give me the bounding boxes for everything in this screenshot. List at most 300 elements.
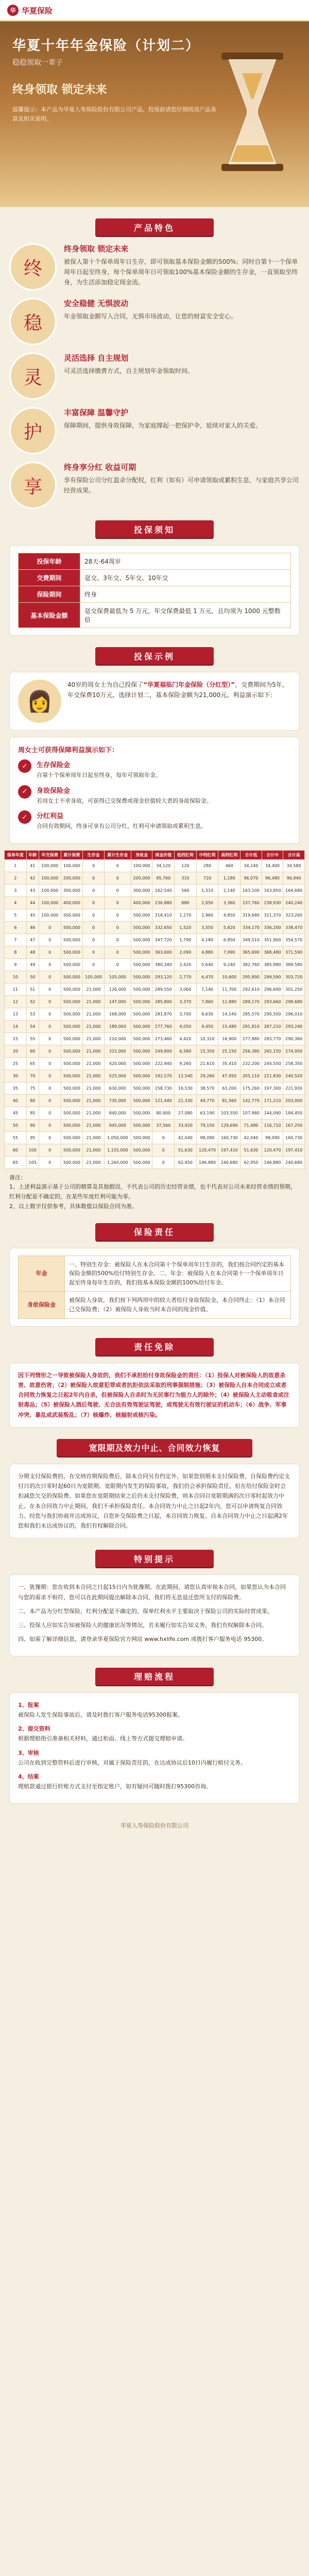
table-cell: 6,580 <box>175 1045 197 1057</box>
table-cell: 500,000 <box>61 921 83 934</box>
table-cell: 265,150 <box>262 1045 283 1057</box>
table-row <box>5 1119 305 1131</box>
table-cell: 120,470 <box>196 1144 218 1156</box>
table-cell: 0 <box>83 859 105 872</box>
rules-value: 趸交、3年交、5年交、10年交 <box>80 570 291 586</box>
check-icon: ✓ <box>18 810 31 824</box>
table-cell: 100,000 <box>39 884 61 896</box>
table-cell: 21,000 <box>83 1144 105 1156</box>
feature-title: 灵活选择 自主规划 <box>64 353 129 363</box>
table-cell: 46 <box>26 921 39 934</box>
table-cell: 300,000 <box>61 884 83 896</box>
feature-icon: 享 <box>9 462 57 509</box>
table-cell: 158,730 <box>152 1082 175 1094</box>
table-cell: 5,640 <box>196 958 218 971</box>
table-row <box>5 896 305 909</box>
table-cell: 500,000 <box>61 983 83 995</box>
table-cell: 303,720 <box>283 971 305 983</box>
table-cell: 3 <box>5 884 27 896</box>
table-cell: 500,000 <box>61 1008 83 1020</box>
table-cell: 4,050 <box>175 1020 197 1032</box>
table-cell: 385,980 <box>262 958 283 971</box>
claim-step-text: 理赔款通过银行转账方式支付至指定账户，如有疑问可随时拨打95300咨询。 <box>18 1783 212 1790</box>
table-cell: 100,000 <box>39 896 61 909</box>
table-cell: 14,140 <box>218 1008 241 1020</box>
table-cell: 12,540 <box>175 1070 197 1082</box>
rules-value: 趸交保费最低为 5 万元，年交保费最低 1 万元，且均须为 1000 元整数倍 <box>80 603 291 628</box>
table-cell: 720 <box>196 872 218 884</box>
table-cell: 163,100 <box>241 884 262 896</box>
table-cell: 81,560 <box>218 1094 241 1107</box>
table-cell: 42 <box>26 872 39 884</box>
table-header-cell: 合计低 <box>241 850 262 859</box>
table-cell: 7,990 <box>218 946 241 958</box>
table-cell: 203,000 <box>283 1094 305 1107</box>
table-cell: 0 <box>39 1045 61 1057</box>
table-cell: 222,940 <box>152 1057 175 1070</box>
table-cell: 3,360 <box>218 896 241 909</box>
table-cell: 9,450 <box>196 1020 218 1032</box>
table-cell: 9,260 <box>175 1057 197 1070</box>
table-cell: 2,050 <box>196 896 218 909</box>
table-cell: 389,580 <box>283 958 305 971</box>
table-cell: 380,340 <box>152 958 175 971</box>
table-cell: 51,630 <box>241 1144 262 1156</box>
table-cell: 175,260 <box>241 1082 262 1094</box>
table-cell: 121,440 <box>152 1094 175 1107</box>
table-cell: 2,420 <box>175 958 197 971</box>
table-row <box>5 1094 305 1107</box>
table-cell: 371,590 <box>283 946 305 958</box>
table-cell: 258,350 <box>283 1057 305 1070</box>
section-title-claims: 理赔流程 <box>95 1668 214 1685</box>
table-cell: 49,770 <box>196 1094 218 1107</box>
table-cell: 164,680 <box>283 884 305 896</box>
table-cell: 98,090 <box>196 1131 218 1144</box>
table-cell: 29,260 <box>196 1070 218 1082</box>
table-cell: 5 <box>5 909 27 921</box>
table-cell: 51,630 <box>175 1144 197 1156</box>
table-cell: 160,730 <box>283 1131 305 1144</box>
section-title-exclude: 责任免除 <box>95 1338 214 1355</box>
feature-item <box>9 243 300 291</box>
table-cell: 0 <box>104 884 131 896</box>
table-row <box>5 1107 305 1119</box>
feature-body <box>64 298 237 322</box>
table-cell: 116,710 <box>262 1119 283 1131</box>
table-cell: 11 <box>5 983 27 995</box>
table-cell: 500,000 <box>61 1082 83 1094</box>
table-cell: 630,000 <box>104 1082 131 1094</box>
table-cell: 273,460 <box>152 1032 175 1045</box>
table-cell: 142,770 <box>241 1094 262 1107</box>
table-cell: 277,880 <box>241 1032 262 1045</box>
table-cell: 105 <box>26 1156 39 1168</box>
table-cell: 240,680 <box>283 1156 305 1168</box>
table-cell: 244,550 <box>262 1057 283 1070</box>
feature-body <box>64 243 300 287</box>
table-cell: 8 <box>5 946 27 958</box>
table-cell: 171,210 <box>262 1094 283 1107</box>
table-cell: 0 <box>83 934 105 946</box>
table-cell: 34,580 <box>283 859 305 872</box>
table-cell: 184,450 <box>283 1107 305 1119</box>
table-cell: 107,980 <box>241 1107 262 1119</box>
table-cell: 100,000 <box>39 859 61 872</box>
table-cell: 1,155,000 <box>104 1144 131 1156</box>
table-row <box>5 884 305 896</box>
table-cell: 500,000 <box>61 971 83 983</box>
table-cell: 500,000 <box>131 946 152 958</box>
table-cell: 500,000 <box>131 1032 152 1045</box>
hero-title: 华夏十年年金保险（计划二） <box>12 38 200 54</box>
table-cell: 365,690 <box>241 946 262 958</box>
table-cell: 9 <box>5 958 27 971</box>
table-cell: 347,720 <box>152 934 175 946</box>
table-cell: 500,000 <box>131 1131 152 1144</box>
table-cell: 96,940 <box>283 872 305 884</box>
rules-value: 终身 <box>80 586 291 603</box>
table-cell: 319,680 <box>241 909 262 921</box>
table-cell: 100,000 <box>131 859 152 872</box>
table-cell: 48 <box>26 946 39 958</box>
table-cell: 945,000 <box>104 1119 131 1131</box>
table-cell: 0 <box>104 859 131 872</box>
table-cell: 292,610 <box>241 983 262 995</box>
hourglass-icon <box>216 53 288 171</box>
table-cell: 10,600 <box>218 971 241 983</box>
rules-table <box>18 553 291 628</box>
table-cell: 500,000 <box>61 909 83 921</box>
example-text-a: 40岁的周女士为自己投保了 <box>67 681 144 688</box>
claim-step-text: 被保险人发生保险事故后，请及时拨打客户服务电话95300报案。 <box>18 1711 183 1718</box>
table-cell: 1,310 <box>196 884 218 896</box>
benefit-title: 身故保险金 <box>37 787 71 795</box>
benefit-item <box>18 759 291 780</box>
table-cell: 9,240 <box>218 958 241 971</box>
table-cell: 21,000 <box>83 1082 105 1094</box>
table-cell: 354,570 <box>283 934 305 946</box>
claim-step-title: 3、审核 <box>18 1749 39 1756</box>
table-row <box>5 872 305 884</box>
table-cell: 21,330 <box>175 1094 197 1107</box>
table-cell: 52 <box>26 995 39 1008</box>
table-cell: 2,770 <box>175 971 197 983</box>
table-cell: 53 <box>26 1008 39 1020</box>
guard-value: 被保险人身故，我们按下列两项中的较大者给付身故保险金，本合同终止：（1）本合同已交保险费；（2）被保险人身故当时本合同的现金价值。 <box>65 1292 291 1318</box>
table-cell: 15 <box>5 1032 27 1045</box>
table-cell: 500,000 <box>131 921 152 934</box>
example-card <box>9 672 300 731</box>
section-title-hesitate: 宽限期及效力中止、合同效力恢复 <box>57 1439 252 1456</box>
table-cell: 0 <box>39 1008 61 1020</box>
table-cell: 237,760 <box>241 896 262 909</box>
benefits-list <box>18 759 291 831</box>
table-cell: 30 <box>5 1070 27 1082</box>
table-cell: 332,650 <box>152 921 175 934</box>
table-row <box>5 958 305 971</box>
table-cell: 0 <box>39 1070 61 1082</box>
table-cell: 318,410 <box>152 909 175 921</box>
table-cell: 1 <box>5 859 27 872</box>
table-row <box>5 1020 305 1032</box>
table-cell: 21,000 <box>83 1070 105 1082</box>
guard-table <box>18 1256 291 1319</box>
table-cell: 274,950 <box>283 1045 305 1057</box>
demo-table-wrap <box>4 850 305 1169</box>
table-cell: 21,000 <box>83 1131 105 1144</box>
tip-item: 四、如需了解详细信息，请登录华夏保险官方网站 www.hxlife.com 或拨打客户服务电话 95300。 <box>18 1636 268 1643</box>
rules-key: 基本保险金额 <box>19 603 80 628</box>
table-cell: 21,000 <box>83 1094 105 1107</box>
table-cell: 0 <box>39 1107 61 1119</box>
table-row <box>5 934 305 946</box>
table-cell: 21,000 <box>83 1057 105 1070</box>
table-cell: 16,900 <box>218 1032 241 1045</box>
table-cell: 351,900 <box>262 934 283 946</box>
table-header-cell: 年交保费 <box>39 850 61 859</box>
table-cell: 0 <box>39 1094 61 1107</box>
exclude-card <box>9 1363 300 1428</box>
table-cell: 7,140 <box>196 983 218 995</box>
table-cell: 1,050,000 <box>104 1131 131 1144</box>
table-cell: 256,380 <box>241 1045 262 1057</box>
claim-step <box>18 1772 291 1792</box>
table-cell: 500,000 <box>131 1156 152 1168</box>
check-icon: ✓ <box>18 785 31 799</box>
brand-logo[interactable] <box>7 5 53 16</box>
table-cell: 293,120 <box>152 971 175 983</box>
feature-icon: 终 <box>9 243 57 291</box>
feature-body <box>64 407 262 431</box>
table-cell: 25,150 <box>218 1045 241 1057</box>
table-cell: 98,090 <box>262 1131 283 1144</box>
table-row <box>5 1070 305 1082</box>
table-cell: 0 <box>39 1032 61 1045</box>
footer: 华夏人寿保险股份有限公司 <box>121 1822 188 1829</box>
table-cell: 65 <box>26 1057 39 1070</box>
table-cell: 10,310 <box>196 1032 218 1045</box>
rules-row <box>19 553 291 570</box>
table-cell: 500,000 <box>131 958 152 971</box>
table-cell: 0 <box>39 1082 61 1094</box>
table-cell: 21,000 <box>83 1045 105 1057</box>
table-cell: 120 <box>175 859 197 872</box>
rules-value: 28天-64周岁 <box>80 553 291 570</box>
table-cell: 500,000 <box>61 1094 83 1107</box>
table-cell: 0 <box>39 921 61 934</box>
table-cell: 100 <box>26 1144 39 1156</box>
table-cell: 249,800 <box>152 1045 175 1057</box>
table-cell: 6 <box>5 921 27 934</box>
table-cell: 0 <box>152 1144 175 1156</box>
table-cell: 0 <box>39 1057 61 1070</box>
table-header-cell: 保单年度 <box>5 850 27 859</box>
table-cell: 105,000 <box>83 971 105 983</box>
rules-key: 交费期间 <box>19 570 80 586</box>
feature-item <box>9 298 300 345</box>
table-cell: 70 <box>26 1070 39 1082</box>
table-cell: 192,570 <box>152 1070 175 1082</box>
table-cell: 80 <box>26 1094 39 1107</box>
table-cell: 7 <box>5 934 27 946</box>
table-cell: 197,300 <box>262 1082 283 1094</box>
table-cell: 560 <box>175 884 197 896</box>
benefits-card <box>9 737 300 844</box>
table-cell: 63,190 <box>196 1107 218 1119</box>
table-cell: 500,000 <box>131 1020 152 1032</box>
table-cell: 0 <box>39 934 61 946</box>
table-cell: 0 <box>39 1131 61 1144</box>
remarks <box>9 1173 300 1212</box>
table-cell: 3,550 <box>196 921 218 934</box>
claim-step-title: 1、报案 <box>18 1701 39 1708</box>
table-cell: 363,600 <box>152 946 175 958</box>
claim-step-text: 公司在收到完整资料后进行审核，对属于保险责任的，在达成协议后10日内履行赔付义务。 <box>18 1759 246 1766</box>
table-cell: 500,000 <box>131 934 152 946</box>
table-cell: 500,000 <box>131 995 152 1008</box>
claim-step <box>18 1748 291 1768</box>
table-header-cell: 高档红利 <box>218 850 241 859</box>
benefit-text: 自第十个保单周年日起至终身，每年可领取年金。 <box>37 772 161 778</box>
table-cell: 6,470 <box>196 971 218 983</box>
table-cell: 500,000 <box>61 1057 83 1070</box>
table-cell: 126,000 <box>104 983 131 995</box>
feature-icon: 灵 <box>9 352 57 400</box>
top-bar <box>0 0 309 22</box>
feature-item <box>9 462 300 509</box>
table-row <box>5 1032 305 1045</box>
example-text <box>67 680 291 701</box>
guard-card <box>9 1248 300 1327</box>
table-cell: 16,530 <box>175 1082 197 1094</box>
table-cell: 238,930 <box>262 896 283 909</box>
table-cell: 281,810 <box>241 1020 262 1032</box>
table-cell: 310 <box>175 872 197 884</box>
table-cell: 44 <box>26 896 39 909</box>
table-cell: 295,890 <box>241 971 262 983</box>
benefit-title: 生存保险金 <box>37 761 71 769</box>
table-cell: 420,000 <box>104 1057 131 1070</box>
table-row <box>5 971 305 983</box>
table-row <box>5 1156 305 1168</box>
table-cell: 5,820 <box>218 921 241 934</box>
table-row <box>5 946 305 958</box>
rules-row <box>19 603 291 628</box>
feature-text: 年金领取金额写入合同，无惧市场波动，让您的财富安全安心。 <box>64 313 237 320</box>
table-cell: 285,570 <box>241 1008 262 1020</box>
table-cell: 35 <box>5 1082 27 1094</box>
table-cell: 283,770 <box>262 1032 283 1045</box>
feature-text: 可灵活选择缴费方式，自主规划年金领取时间。 <box>64 367 194 375</box>
table-cell: 55 <box>26 1032 39 1045</box>
feature-body <box>64 352 194 377</box>
check-icon: ✓ <box>18 759 31 773</box>
table-cell: 35,410 <box>218 1057 241 1070</box>
table-cell: 500,000 <box>131 971 152 983</box>
section-title-features: 产品特色 <box>95 218 214 236</box>
section-title-example: 投保示例 <box>95 647 214 665</box>
table-cell: 500,000 <box>61 1131 83 1144</box>
table-cell: 34,400 <box>262 859 283 872</box>
table-cell: 880 <box>175 896 197 909</box>
table-cell: 500,000 <box>61 1107 83 1119</box>
table-cell: 38,570 <box>196 1082 218 1094</box>
table-cell: 0 <box>83 921 105 934</box>
table-cell: 95,760 <box>152 872 175 884</box>
table-cell: 368,480 <box>262 946 283 958</box>
table-row <box>5 921 305 934</box>
table-cell: 290,360 <box>283 1032 305 1045</box>
table-cell: 42,040 <box>175 1131 197 1144</box>
table-cell: 162,540 <box>152 884 175 896</box>
table-cell: 277,760 <box>152 1020 175 1032</box>
guard-row <box>19 1256 291 1292</box>
table-cell: 2,090 <box>175 946 197 958</box>
table-cell: 0 <box>83 896 105 909</box>
table-cell: 500,000 <box>61 1032 83 1045</box>
claim-step-text: 根据理赔指引准备相关材料，通过柜面、线上等方式提交理赔申请。 <box>18 1735 188 1742</box>
table-cell: 51 <box>26 983 39 995</box>
feature-title: 安全稳健 无惧波动 <box>64 299 129 308</box>
benefit-body <box>37 785 212 806</box>
table-cell: 14 <box>5 1020 27 1032</box>
table-cell: 8,630 <box>196 1008 218 1020</box>
table-cell: 0 <box>104 958 131 971</box>
table-cell: 12 <box>5 995 27 1008</box>
table-cell: 500,000 <box>131 1057 152 1070</box>
benefit-body <box>37 759 161 780</box>
table-cell: 500,000 <box>131 1070 152 1082</box>
table-cell: 200,000 <box>131 872 152 884</box>
hero-banner <box>0 22 309 207</box>
table-cell: 25 <box>5 1057 27 1070</box>
feature-icon: 稳 <box>9 298 57 345</box>
table-cell: 336,200 <box>262 921 283 934</box>
feature-icon: 护 <box>9 407 57 454</box>
table-row <box>5 1144 305 1156</box>
table-header-cell: 累计保费 <box>61 850 83 859</box>
table-cell: 289,170 <box>241 995 262 1008</box>
table-row <box>5 995 305 1008</box>
claims-card <box>9 1692 300 1804</box>
table-cell: 236,880 <box>152 896 175 909</box>
table-cell: 0 <box>39 1156 61 1168</box>
benefit-text: 合同有效期间，终身可享有公司分红，红利可申请领取或累积生息。 <box>37 823 207 830</box>
table-cell: 62,950 <box>175 1156 197 1168</box>
table-cell: 281,870 <box>152 1008 175 1020</box>
table-cell: 0 <box>152 1131 175 1144</box>
features-list <box>0 243 309 509</box>
feature-title: 终身享分红 收益可期 <box>64 463 136 472</box>
table-cell: 147,000 <box>104 995 131 1008</box>
benefits-title: 周女士可获得保障利益演示如下： <box>18 747 119 754</box>
table-cell: 334,170 <box>241 921 262 934</box>
claim-step <box>18 1724 291 1744</box>
table-row <box>5 983 305 995</box>
table-cell: 95 <box>26 1131 39 1144</box>
table-cell: 296,690 <box>262 983 283 995</box>
table-cell: 287,210 <box>262 1020 283 1032</box>
feature-text: 被保人第十个保单周年日生存，即可领取基本保险金额的500%；同时自第十一个保单周年日起至终身，每个保单周年日可领取100%基本保险金额的生存金，一直领取至终身，为生活添加稳定现金流。 <box>64 258 298 286</box>
table-cell: 15,480 <box>218 1020 241 1032</box>
table-cell: 500,000 <box>131 1094 152 1107</box>
table-cell: 0 <box>39 983 61 995</box>
table-cell: 37,560 <box>152 1119 175 1131</box>
table-cell: 500,000 <box>61 1144 83 1156</box>
table-cell: 65 <box>5 1156 27 1168</box>
table-cell: 221,930 <box>283 1082 305 1094</box>
